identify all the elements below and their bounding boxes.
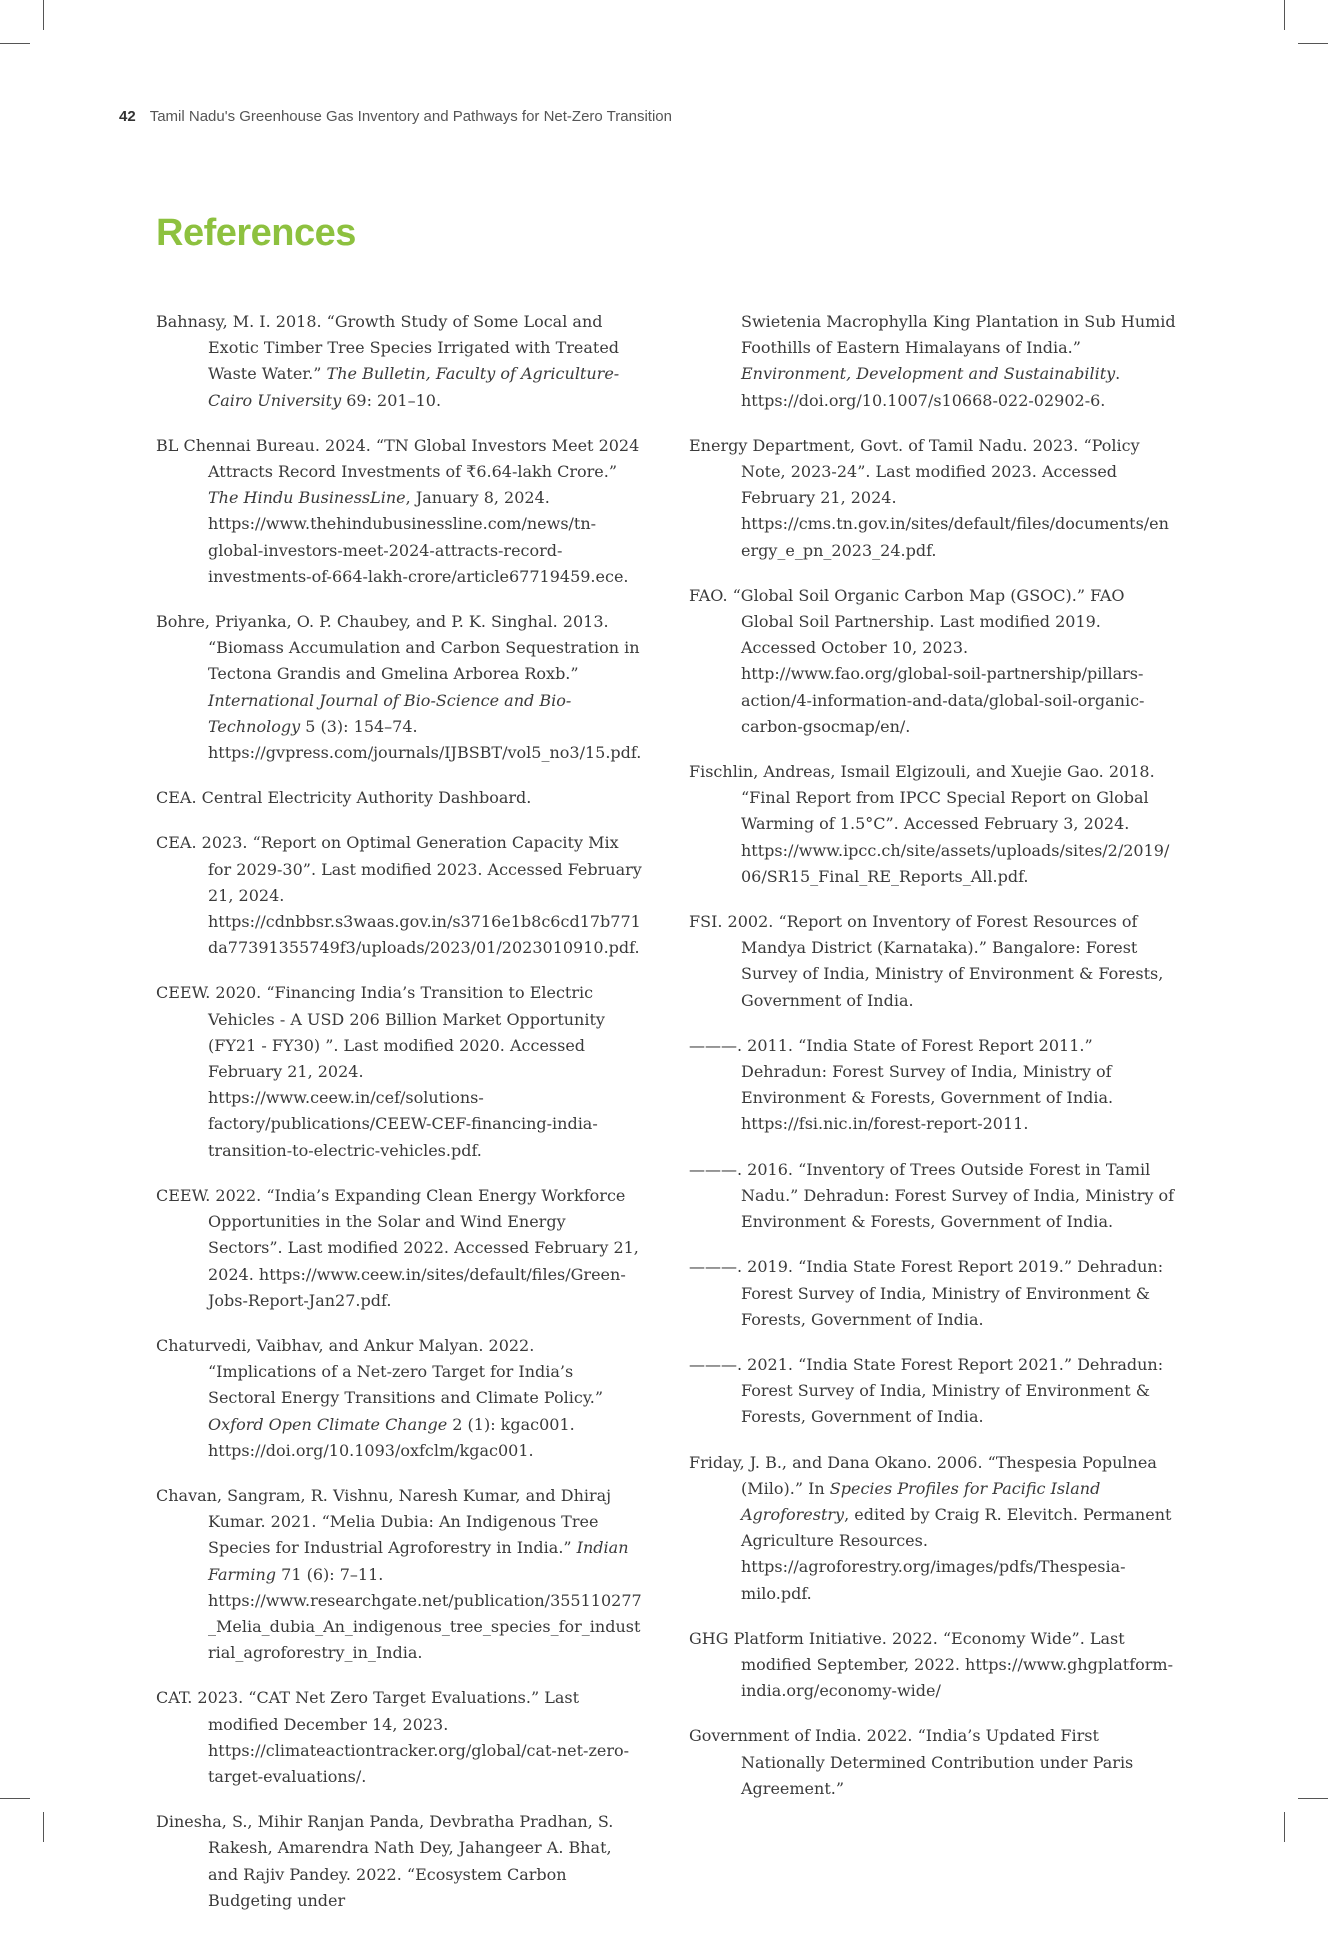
reference-entry: Government of India. 2022. “India’s Updated First Nationally Determined Contribution under Paris Agreement.” [689,1726,1134,1798]
running-header [119,108,672,125]
reference-entry: CEEW. 2022. “India’s Expanding Clean Energy Workforce Opportunities in the Solar and Wind Energy Sectors”. Last modified 2022. Accessed February 21, 2024. https://www.ceew.in/sites/default/files/Green-Jobs-Report-Jan27.pdf. [156,1185,639,1310]
crop-mark [0,43,30,44]
reference-continuation: Swietenia Macrophylla King Plantation in Sub Humid Foothills of Eastern Himalayans of India.” Environment, Development and Sustainability. https://doi.org/10.1007/s10668-022-02902-6. [741,312,1176,410]
running-title: Tamil Nadu's Greenhouse Gas Inventory and Pathways for Net-Zero Transition [149,108,672,125]
reference-entry: ———. 2016. “Inventory of Trees Outside Forest in Tamil Nadu.” Dehradun: Forest Survey of India, Ministry of Environment & Forests, Government of India. [689,1159,1175,1232]
reference-entry: FSI. 2002. “Report on Inventory of Forest Resources of Mandya District (Karnataka).” Bangalore: Forest Survey of India, Ministry of Environment & Forests, Government of India. [689,912,1164,1010]
reference-entry: BL Chennai Bureau. 2024. “TN Global Investors Meet 2024 Attracts Record Investments of ₹6.64-lakh Crore.” The Hindu BusinessLine, January 8, 2024. https://www.thehindubusinessline.com/news/tn-global-investors-meet-2024-attracts-record-investments-of-664-lakh-crore/article67719459.ece. [156,435,640,586]
reference-entry: CAT. 2023. “CAT Net Zero Target Evaluations.” Last modified December 14, 2023. https://climateactiontracker.org/global/cat-net-zero-target-evaluations/. [156,1688,630,1786]
references-left-column [156,309,644,1933]
reference-entry: ———. 2021. “India State Forest Report 2021.” Dehradun: Forest Survey of India, Ministry of Environment & Forests, Government of India. [689,1354,1164,1427]
section-title: References [156,212,356,254]
reference-entry: FAO. “Global Soil Organic Carbon Map (GSOC).” FAO Global Soil Partnership. Last modified 2019. Accessed October 10, 2023. http://www.fao.org/global-soil-partnership/pillars-action/4-information-and-data/global-soil-organic-carbon-gsocmap/en/. [689,585,1145,736]
crop-mark [0,1798,30,1799]
reference-entry: Energy Department, Govt. of Tamil Nadu. 2023. “Policy Note, 2023-24”. Last modified 2023. Accessed February 21, 2024. https://cms.tn.gov.in/sites/default/files/documents/energy_e_pn_2023_24.pdf. [689,435,1169,560]
reference-entry: CEA. Central Electricity Authority Dashboard. [156,788,532,808]
page-number: 42 [119,108,136,125]
crop-mark [43,1812,44,1842]
crop-mark [1298,43,1328,44]
reference-entry: GHG Platform Initiative. 2022. “Economy Wide”. Last modified September, 2022. https://www.ghgplatform-india.org/economy-wide/ [689,1628,1173,1701]
reference-entry: Friday, J. B., and Dana Okano. 2006. “Thespesia Populnea (Milo).” In Species Profiles for Pacific Island Agroforestry, edited by Craig R. Elevitch. Permanent Agriculture Resources. https://agroforestry.org/images/pdfs/Thespesia-milo.pdf. [689,1452,1172,1603]
crop-mark [1284,0,1285,30]
reference-entry: ———. 2019. “India State Forest Report 2019.” Dehradun: Forest Survey of India, Ministry of Environment & Forests, Government of India. [689,1257,1164,1329]
reference-entry: Fischlin, Andreas, Ismail Elgizouli, and Xuejie Gao. 2018. “Final Report from IPCC Special Report on Global Warming of 1.5°C”. Accessed February 3, 2024. https://www.ipcc.ch/site/assets/uploads/sites/2/2019/06/SR15_Final_RE_Reports_All.pdf. [689,762,1170,886]
references-right-column [689,309,1177,1821]
crop-mark [1284,1812,1285,1842]
crop-mark [1298,1798,1328,1799]
reference-entry: CEA. 2023. “Report on Optimal Generation Capacity Mix for 2029-30”. Last modified 2023. Accessed February 21, 2024. https://cdnbbsr.s3waas.gov.in/s3716e1b8c6cd17b771da77391355749f3/uploads/2023/01/2023010910.pdf. [156,833,642,958]
reference-entry: Bahnasy, M. I. 2018. “Growth Study of Some Local and Exotic Timber Tree Species Irrigated with Treated Waste Water.” The Bulletin, Faculty of Agriculture-Cairo University 69: 201–10. [156,312,620,410]
reference-entry: Chavan, Sangram, R. Vishnu, Naresh Kumar, and Dhiraj Kumar. 2021. “Melia Dubia: An Indigenous Tree Species for Industrial Agroforestry in India.” Indian Farming 71 (6): 7–11. https://www.researchgate.net/publication/355110277_Melia_dubia_An_indigenous_tree_species_for_industrial_agroforestry_in_India. [156,1485,642,1663]
reference-entry: CEEW. 2020. “Financing India’s Transition to Electric Vehicles - A USD 206 Billion Market Opportunity (FY21 - FY30) ”. Last modified 2020. Accessed February 21, 2024. https://www.ceew.in/cef/solutions-factory/publications/CEEW-CEF-financing-india-transition-to-electric-vehicles.pdf. [156,983,605,1160]
reference-entry: ———. 2011. “India State of Forest Report 2011.” Dehradun: Forest Survey of India, Ministry of Environment & Forests, Government of India. https://fsi.nic.in/forest-report-2011. [689,1035,1114,1134]
reference-entry: Bohre, Priyanka, O. P. Chaubey, and P. K. Singhal. 2013. “Biomass Accumulation and Carbon Sequestration in Tectona Grandis and Gmelina Arborea Roxb.” International Journal of Bio-Science and Bio-Technology 5 (3): 154–74. https://gvpress.com/journals/IJBSBT/vol5_no3/15.pdf. [156,612,642,763]
reference-entry: Chaturvedi, Vaibhav, and Ankur Malyan. 2022. “Implications of a Net-zero Target for India’s Sectoral Energy Transitions and Climate Policy.” Oxford Open Climate Change 2 (1): kgac001. https://doi.org/10.1093/oxfclm/kgac001. [156,1335,604,1460]
reference-entry: Dinesha, S., Mihir Ranjan Panda, Devbratha Pradhan, S. Rakesh, Amarendra Nath Dey, Jahangeer A. Bhat, and Rajiv Pandey. 2022. “Ecosystem Carbon Budgeting under [156,1812,614,1910]
crop-mark [43,0,44,30]
